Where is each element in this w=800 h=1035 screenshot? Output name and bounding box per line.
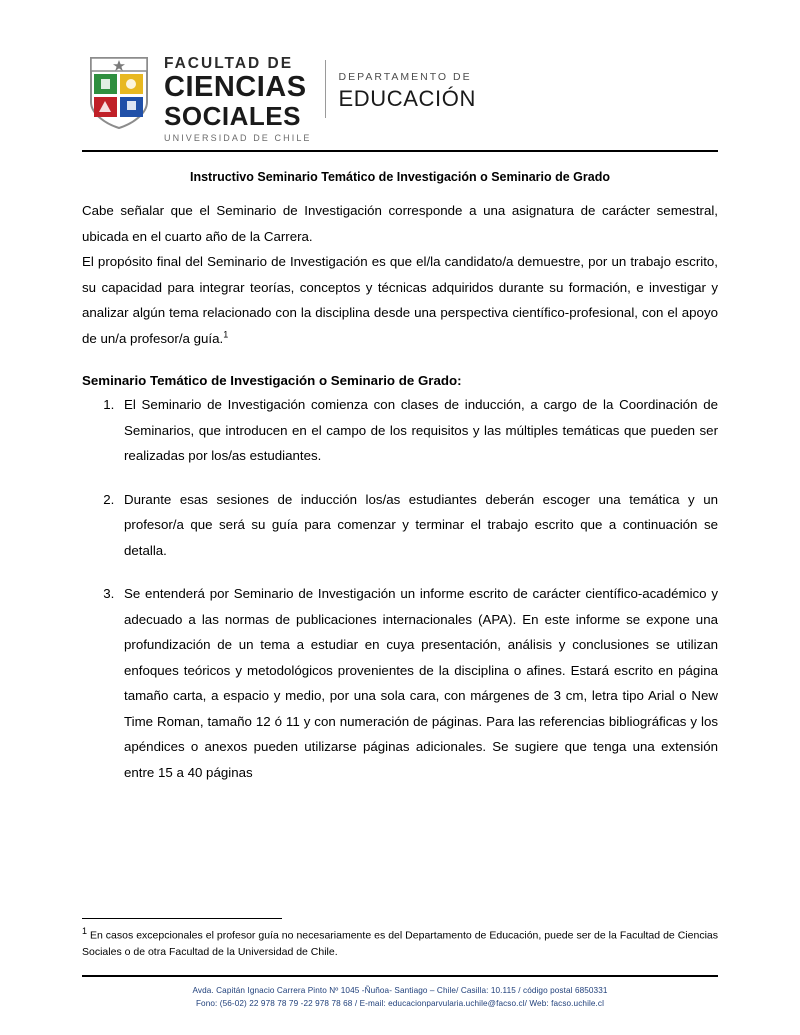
faculty-line-1: FACULTAD DE	[164, 55, 294, 72]
footnote-area	[82, 918, 718, 961]
paragraph-1: Cabe señalar que el Seminario de Investigación corresponde a una asignatura de carácter semestral, ubicada en el cuarto año de la Carrera.	[82, 203, 718, 244]
university-crest-icon	[88, 52, 150, 130]
list-item: 2. Durante esas sesiones de inducción los/as estudiantes deberán escoger una temática y un profesor/a que será su guía para comenzar y terminar el trabajo escrito que a continuación se detalla.	[118, 487, 718, 564]
numbered-list	[82, 392, 718, 785]
footnote-rule	[82, 918, 282, 919]
faculty-line-4: UNIVERSIDAD DE CHILE	[164, 132, 312, 143]
footer-address: Avda. Capitán Ignacio Carrera Pinto Nº 1045 -Ñuñoa- Santiago – Chile/ Casilla: 10.115 / código postal 6850331	[192, 986, 608, 995]
paragraph-2-text: El propósito final del Seminario de Investigación es que el/la candidato/a demuestre, por un trabajo escrito, su capacidad para integrar teorías, conceptos y técnicas adquiridos durante su formación, e investigar y analizar algún tema relacionado con la disciplina desde una perspectiva científico-profesional, con el apoyo de un/a profesor/a guía.	[82, 254, 718, 346]
page-footer	[82, 975, 718, 1010]
list-item: 3. Se entenderá por Seminario de Investigación un informe escrito de carácter científico-académico y adecuado a las normas de publicaciones internacionales (APA). En este informe se expone una profundización de un tema a estudiar en cuya presentación, análisis y conclusiones se utilizan enfoques teóricos y metodológicos provenientes de la disciplina o afines. Estará escrito en página tamaño carta, a espacio y medio, por una sola cara, con márgenes de 3 cm, letra tipo Arial o New Time Roman, tamaño 12 ó 11 y con numeración de páginas. Para las referencias bibliográficas y los apéndices o anexos pueden utilizarse páginas adicionales. Se sugiere que tenga una extensión entre 15 a 40 páginas	[118, 581, 718, 785]
footer-rule	[82, 975, 718, 977]
footnote-marker: 1	[82, 926, 88, 936]
footnote	[82, 924, 718, 961]
list-item: 1. El Seminario de Investigación comienza con clases de inducción, a cargo de la Coordinación de Seminarios, que introducen en el campo de los requisitos y las múltiples temáticas que pueden ser realizadas por los/as estudiantes.	[118, 392, 718, 469]
section-heading: Seminario Temático de Investigación o Seminario de Grado:	[82, 373, 462, 389]
footnote-text: En casos excepcionales el profesor guía no necesariamente es del Departamento de Educación, puede ser de la Facultad de Ciencias Sociales o de otra Facultad de la Universidad de Chile.	[82, 929, 718, 959]
page-title: Instructivo Seminario Temático de Investigación o Seminario de Grado	[189, 170, 610, 184]
brand-lockup	[164, 56, 476, 143]
document-header	[82, 52, 718, 144]
department-line-1: DEPARTAMENTO DE	[338, 71, 472, 83]
faculty-line-2: CIENCIAS	[164, 70, 307, 103]
paragraph-2	[82, 249, 718, 351]
footnote-marker-inline: 1	[223, 329, 229, 340]
footer-contact: Fono: (56-02) 22 978 78 79 -22 978 78 68 / E-mail: educacionparvularia.uchile@facso.cl/ Web: facso.uchile.cl	[195, 998, 605, 1008]
faculty-line-3: SOCIALES	[164, 100, 301, 131]
department-line-2: EDUCACIÓN	[338, 85, 476, 111]
header-rule	[82, 150, 718, 152]
faculty-block	[164, 56, 312, 143]
brand-divider	[325, 60, 326, 118]
department-block	[339, 72, 476, 110]
